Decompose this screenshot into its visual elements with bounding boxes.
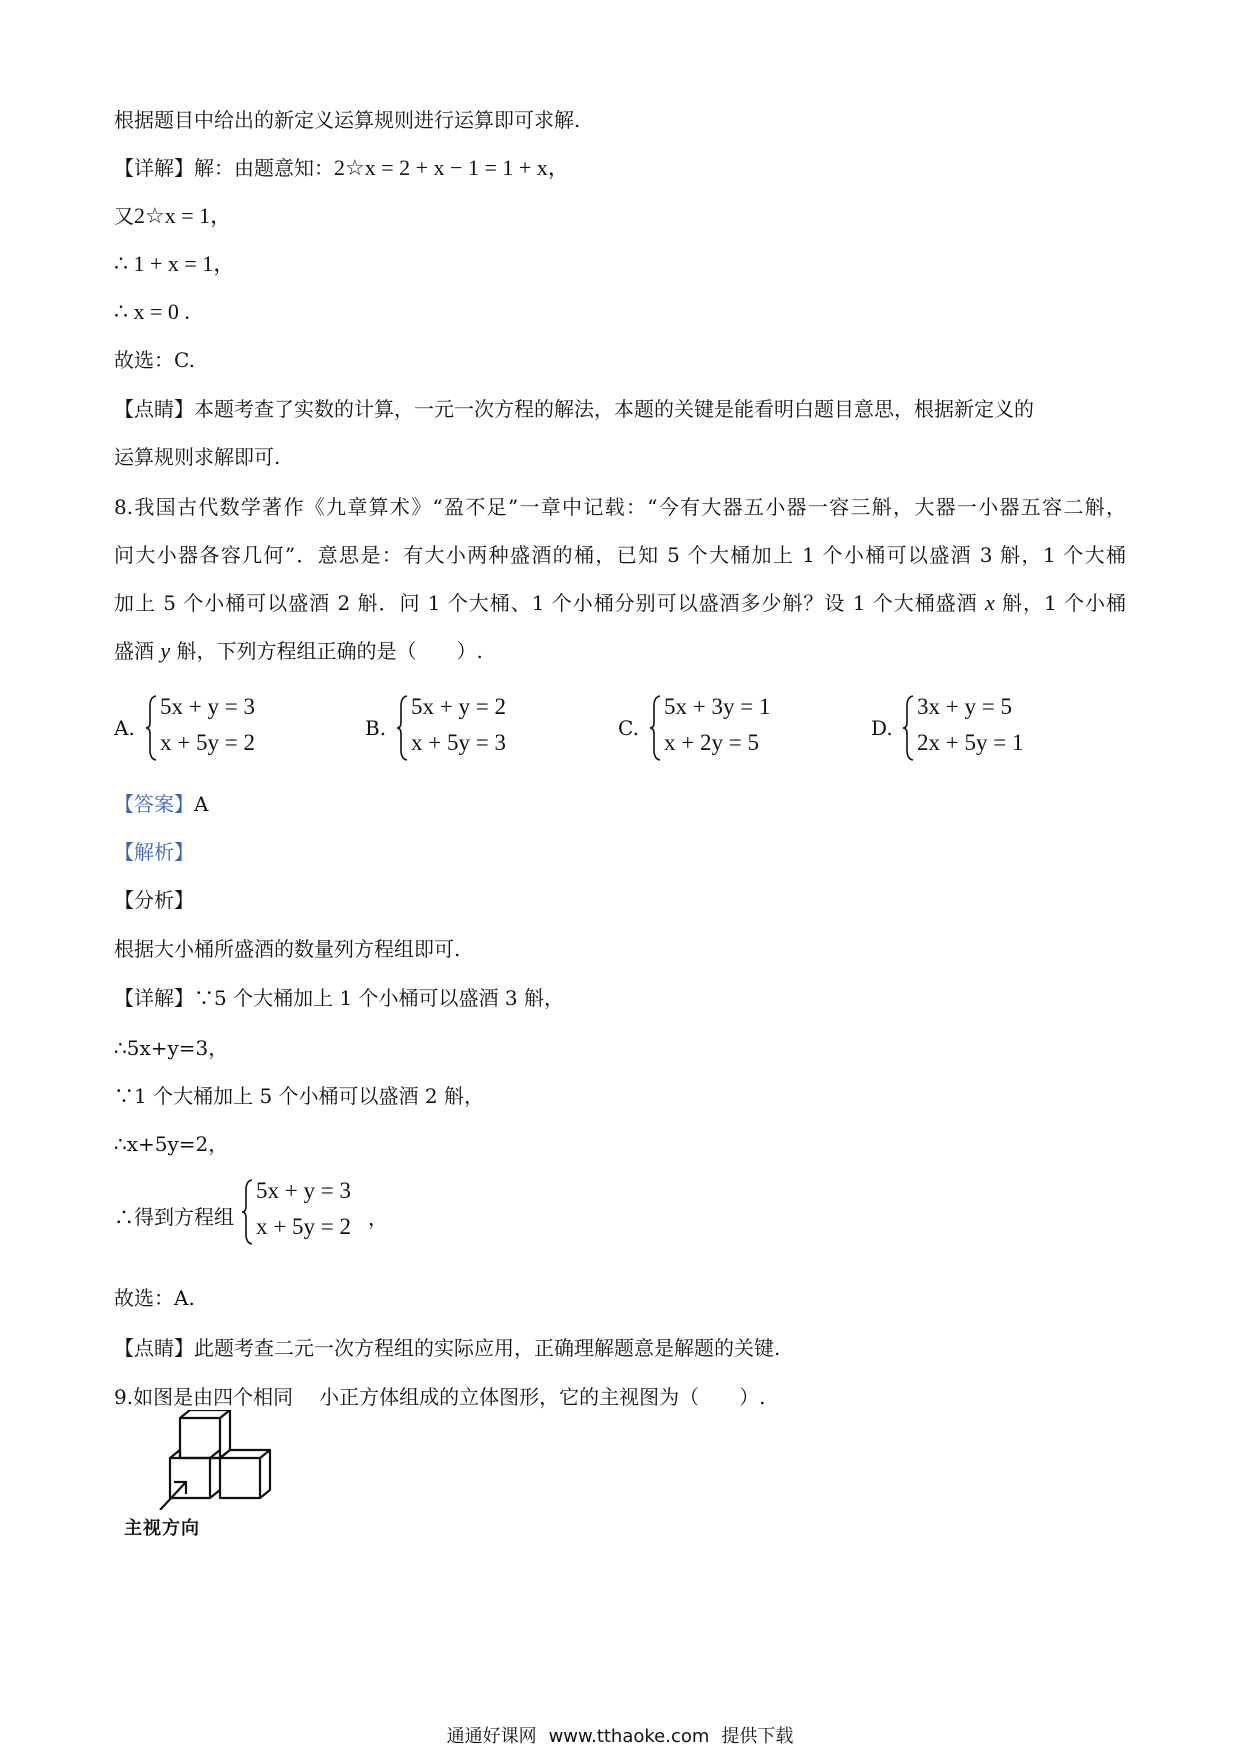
q8-detail-1-text: ∵5 个大桶加上 1 个小桶可以盛酒 3 斛，: [194, 986, 564, 1010]
left-brace-icon: [648, 694, 662, 762]
remark-line: [114, 395, 1034, 423]
option-c-eq2: x + 2y = 5: [664, 730, 759, 755]
q8-choice: 故选：A.: [114, 1286, 195, 1310]
q8-remark: [114, 1334, 780, 1362]
q8-detail-5-lead: ∴得到方程组: [114, 1205, 234, 1229]
q8-detail-3: ∵1 个大桶加上 5 个小桶可以盛酒 2 斛，: [114, 1084, 484, 1108]
cube-top-front: [180, 1418, 220, 1458]
footer-url[interactable]: www.tthaoke.com: [548, 1726, 710, 1747]
q8-remark-text: 此题考查二元一次方程组的实际应用，正确理解题意是解题的关键.: [194, 1336, 781, 1360]
remark-line-2: 运算规则求解即可.: [114, 445, 281, 469]
q8-line-3-b: 斛，1 个小桶: [1002, 591, 1127, 615]
left-brace-icon: [395, 694, 409, 762]
q8-result-system: [240, 1176, 400, 1248]
remark-text: 本题考查了实数的计算，一元一次方程的解法，本题的关键是能看明白题目意思，根据新定义的: [194, 397, 1034, 421]
fenxi-tag: 【分析】: [114, 888, 194, 912]
option-a-eq2: x + 5y = 2: [160, 730, 255, 755]
remark-tag: 【点睛】: [114, 397, 194, 421]
answer-value: A: [194, 792, 209, 816]
option-d-label: D.: [871, 716, 893, 740]
q9-question-b: 小正方体组成的立体图形，它的主视图为（ ）.: [319, 1385, 766, 1409]
fenxi-text: 根据大小桶所盛酒的数量列方程组即可.: [114, 937, 461, 961]
option-c-label: C.: [618, 716, 639, 740]
q9-question: [114, 1383, 765, 1411]
option-c-eq1: 5x + 3y = 1: [664, 694, 771, 719]
q8-detail-4: ∴x+5y=2，: [114, 1132, 229, 1156]
result-eq2: x + 5y = 2: [256, 1214, 351, 1239]
detail-tag: 【详解】: [114, 156, 194, 180]
result-tail: ，: [368, 1206, 388, 1230]
option-d-eq1: 3x + y = 5: [917, 694, 1012, 719]
left-brace-icon: [240, 1178, 254, 1246]
q8-detail-2: ∴5x+y=3，: [114, 1036, 229, 1060]
detail-expression: 2☆x = 2 + x − 1 = 1 + x，: [334, 155, 570, 180]
footer-tail: 提供下载: [721, 1726, 794, 1747]
detail-lead: 解：由题意知：: [194, 156, 334, 180]
option-a-eq1: 5x + y = 3: [160, 694, 255, 719]
var-y: y: [160, 638, 171, 663]
cube-figure: [116, 1410, 276, 1510]
step-1: [114, 202, 232, 230]
choice-line: 故选：C.: [114, 348, 195, 372]
q8-line-4: [114, 637, 483, 665]
q8-line-4-b: 斛，下列方程组正确的是（ ）.: [176, 639, 483, 663]
q9-question-a: 9.如图是由四个相同: [114, 1385, 294, 1409]
q8-line-3-a: 加上 5 个小桶可以盛酒 2 斛．问 1 个大桶、1 个小桶分别可以盛酒多少斛？设 1 个大桶盛酒: [114, 591, 978, 615]
view-arrow: [160, 1482, 186, 1510]
q8-line-2: 问大小器各容几何”．意思是：有大小两种盛酒的桶，已知 5 个大桶加上 1 个小桶可以盛酒 3 斛，1 个大桶: [114, 543, 1126, 567]
step-1-lead: 又: [114, 204, 134, 228]
step-3: ∴ x = 0 .: [114, 299, 190, 324]
left-brace-icon: [144, 694, 158, 762]
option-b-label: B.: [365, 716, 387, 740]
answer-tag: 【答案】: [114, 792, 194, 816]
analysis-text: 根据题目中给出的新定义运算规则进行运算即可求解.: [114, 108, 581, 132]
figure-caption: 主视方向: [124, 1518, 200, 1539]
option-a-label: A.: [114, 716, 135, 740]
step-1-expression: 2☆x = 1，: [134, 203, 233, 228]
jiexi-tag: 【解析】: [114, 840, 194, 864]
q8-line-4-a: 盛酒: [114, 639, 154, 663]
result-eq1: 5x + y = 3: [256, 1178, 351, 1203]
q8-detail-1: [114, 984, 564, 1012]
answer-line: [114, 790, 208, 818]
var-x: x: [984, 590, 995, 615]
q8-line-3: [114, 589, 1126, 617]
q8-detail-tag: 【详解】: [114, 986, 194, 1010]
q8-remark-tag: 【点睛】: [114, 1336, 194, 1360]
detail-line: [114, 154, 570, 182]
left-brace-icon: [901, 694, 915, 762]
cube-right-front: [220, 1458, 260, 1498]
option-d-eq2: 2x + 5y = 1: [917, 730, 1024, 755]
footer-site-name: 通通好课网: [446, 1726, 537, 1747]
option-b-eq2: x + 5y = 3: [411, 730, 506, 755]
page-footer: [0, 1722, 1240, 1748]
option-b-eq1: 5x + y = 2: [411, 694, 506, 719]
step-2: ∴ 1 + x = 1，: [114, 251, 236, 276]
q8-line-1: 8.我国古代数学著作《九章算术》“盈不足”一章中记载：“今有大器五小器一容三斛，大器一小器五容二斛，: [114, 495, 1126, 519]
